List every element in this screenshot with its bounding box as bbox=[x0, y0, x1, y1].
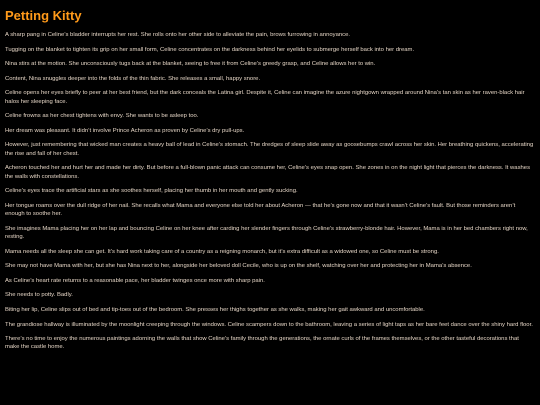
story-paragraph: Acheron touched her and hurt her and made her dirty. But before a full-blown panic attack can consume her, Celine’s eyes snap open. She zones in on the night light that pierces the darkness. It washes the walls with constellations. bbox=[5, 165, 531, 180]
story-paragraph: She imagines Mama placing her on her lap and bouncing Celine on her knee after carding her slender fingers through Celine’s strawberry-blonde hair. However, Mama is in her bed chambers right now, resting. bbox=[5, 225, 528, 241]
story-paragraph: Celine’s eyes trace the artificial stars as she soothes herself, placing her thumb in her mouth and gently sucking. bbox=[5, 188, 298, 195]
story-paragraph: Mama needs all the sleep she can get. It’s hard work taking care of a country as a reigning monarch, but it’s extra difficult as a widowed one, so Celine must be strong. bbox=[5, 248, 439, 255]
story-paragraph: Her tongue roams over the dull ridge of her nail. She recalls what Mama and everyone else told her about Acheron — that he’s gone now and that it wasn’t Celine’s fault. But those reminders aren’t enough to soothe her. bbox=[5, 202, 516, 218]
story-body bbox=[5, 31, 534, 352]
story-paragraph: She may not have Mama with her, but she has Nina next to her, alongside her beloved doll Cecile, who is up on the shelf, watching over her and protecting her in Mama’s absence. bbox=[5, 263, 472, 270]
story-paragraph: As Celine’s heart rate returns to a reasonable pace, her bladder twinges once more with sharp pain. bbox=[5, 277, 265, 284]
story-paragraph: Nina stirs at the motion. She unconsciously tugs back at the blanket, seeing to free it from Celine’s greedy grasp, and Celine allows her to win. bbox=[5, 61, 376, 68]
story-paragraph: There’s no time to enjoy the numerous paintings adorning the walls that show Celine’s family through the generations, the ornate curls of the frames themselves, or the other tasteful decorations that make the castle home. bbox=[5, 336, 519, 351]
story-paragraph: A sharp pang in Celine’s bladder interrupts her rest. She rolls onto her other side to alleviate the pain, brows furrowing in annoyance. bbox=[5, 32, 351, 38]
story-paragraph: Biting her lip, Celine slips out of bed and tip-toes out of the bedroom. She presses her thighs together as she walks, making her gait awkward and uncomfortable. bbox=[5, 306, 425, 313]
story-title: Petting Kitty bbox=[5, 8, 82, 23]
story-paragraph: Content, Nina snuggles deeper into the folds of the thin fabric. She releases a small, happy snore. bbox=[5, 75, 261, 82]
story-paragraph: However, just remembering that wicked man creates a heavy ball of lead in Celine’s stomach. The dredges of sleep slide away as goosebumps crawl across her skin. Her breathing quickens, accelerating the rise and fall of her chest. bbox=[5, 142, 534, 157]
story-paragraph: Her dream was pleasant. It didn’t involve Prince Acheron as proven by Celine’s dry pull-ups. bbox=[5, 127, 245, 134]
story-paragraph: She needs to potty. Badly. bbox=[5, 292, 73, 299]
story-paragraph: Tugging on the blanket to tighten its grip on her small form, Celine concentrates on the darkness behind her eyelids to submerge herself back into her dream. bbox=[5, 46, 415, 53]
story-paragraph: Celine opens her eyes briefly to peer at her best friend, but the dark conceals the Latina girl. Despite it, Celine can imagine the azure nightgown wrapped around Nina’s tan skin as her raven-black hair halos her sleeping face. bbox=[5, 90, 525, 105]
story-paragraph: The grandiose hallway is illuminated by the moonlight creeping through the windows. Celine scampers down to the bathroom, leaving a series of light taps as her bare feet dance over the shiny hard floor. bbox=[5, 321, 533, 328]
story-paragraph: Celine frowns as her chest tightens with envy. She wants to be asleep too. bbox=[5, 113, 199, 120]
